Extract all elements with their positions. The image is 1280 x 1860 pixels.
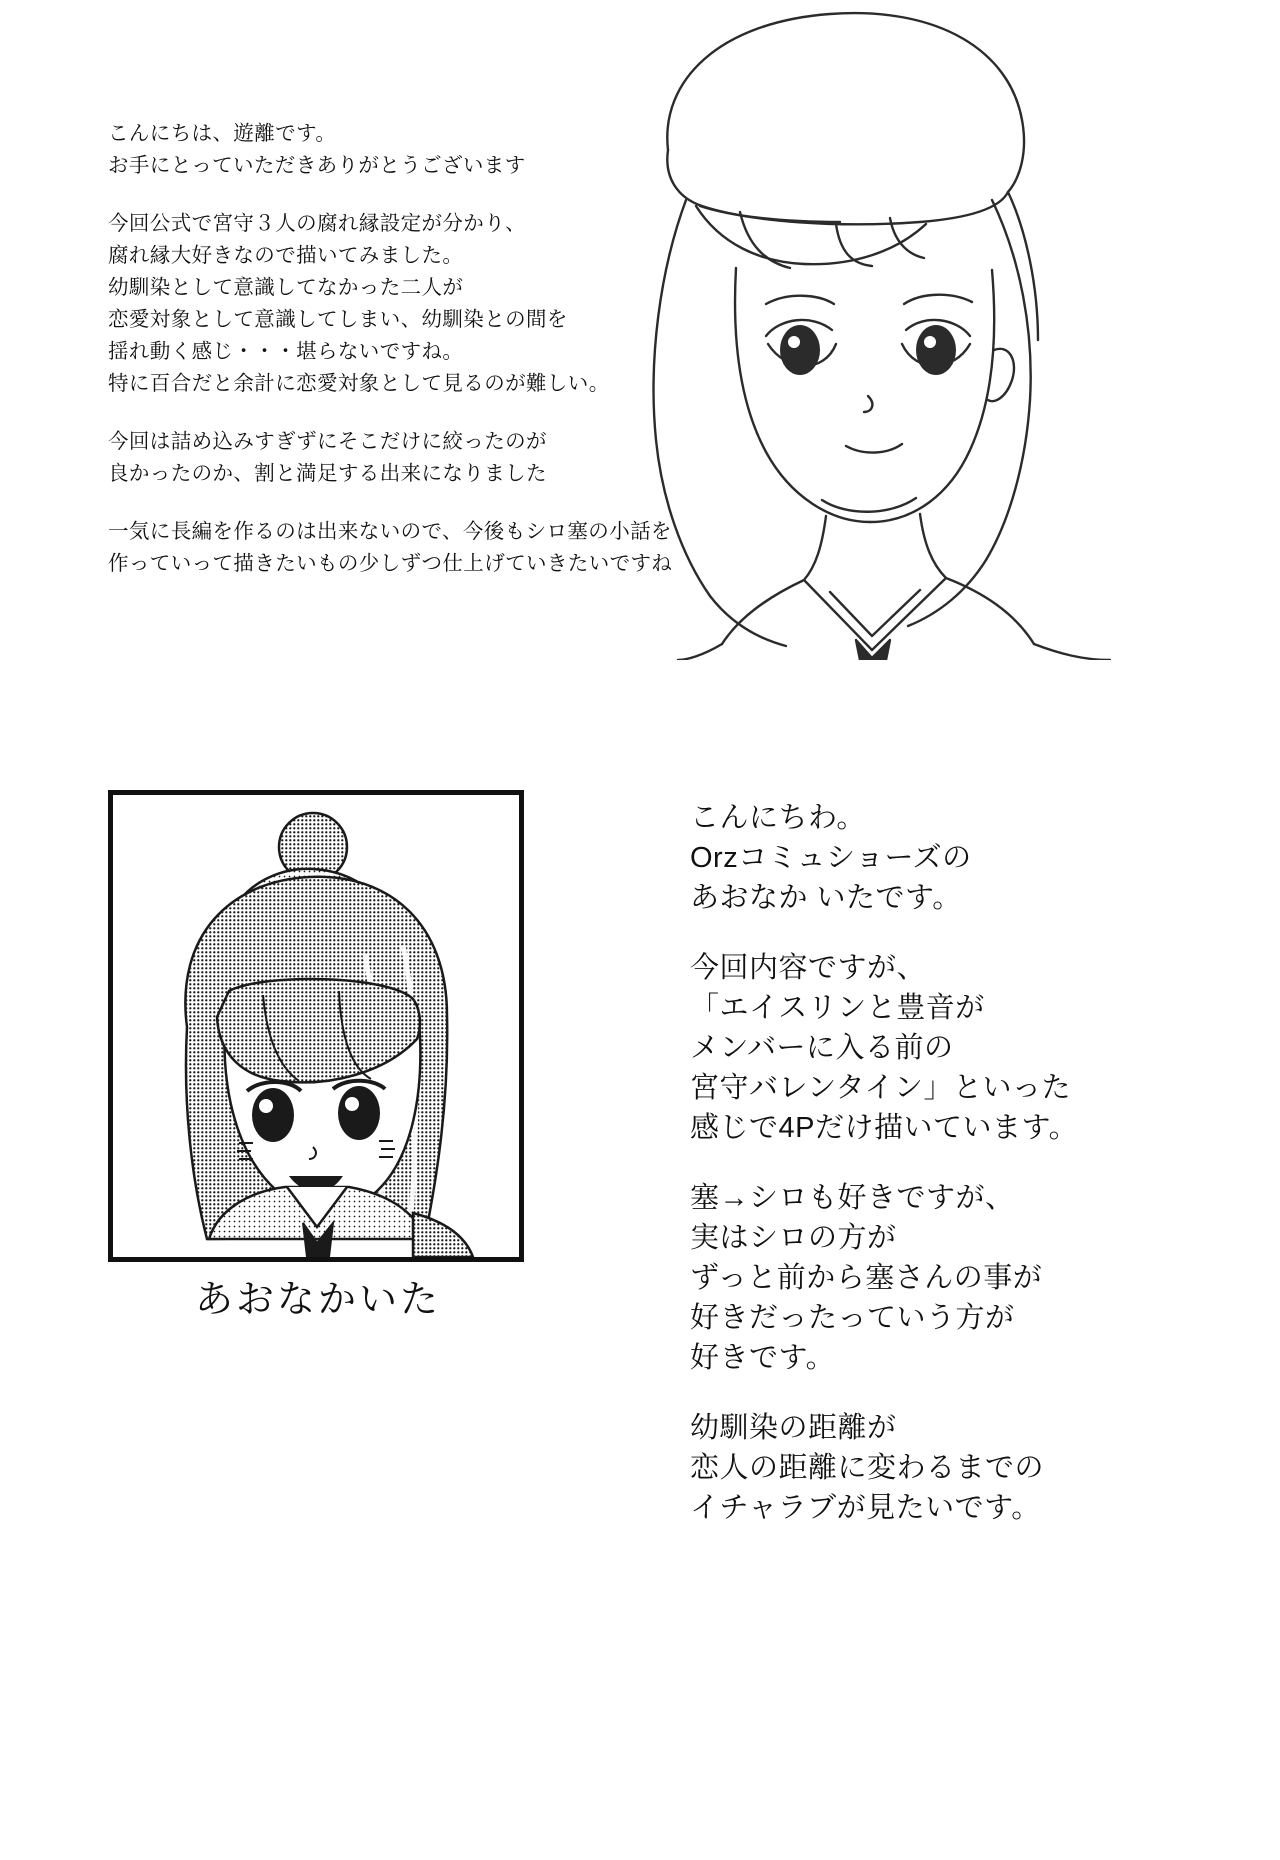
text-line: 今回公式で宮守３人の腐れ縁設定が分かり、 xyxy=(108,212,526,235)
text-line: 宮守バレンタイン」といった xyxy=(690,1072,1072,1104)
portrait-caption: あおなかいた xyxy=(194,1279,441,1321)
text-line: 特に百合だと余計に恋愛対象として見るのが難しい。 xyxy=(108,372,610,395)
text-line: Orzコミュショーズの xyxy=(690,842,972,874)
text-line: 塞→シロも好きですが、 xyxy=(690,1182,1015,1214)
paragraph-greeting xyxy=(108,118,728,182)
text-line: 幼馴染として意識してなかった二人が xyxy=(108,276,464,299)
text-line: 揺れ動く感じ・・・堪らないですね。 xyxy=(108,340,464,363)
text-line: 実はシロの方が xyxy=(690,1222,897,1254)
text-line: 今回は詰め込みすぎずにそこだけに絞ったのが xyxy=(108,430,547,453)
paragraph-r-body-2 xyxy=(690,1178,1250,1378)
text-line: メンバーに入る前の xyxy=(690,1032,954,1064)
text-line: 好きだったっていう方が xyxy=(690,1302,1015,1334)
text-line: 作っていって描きたいもの少しずつ仕上げていきたいですね xyxy=(108,552,673,575)
text-line: 恋人の距離に変わるまでの xyxy=(690,1452,1045,1484)
text-line: ずっと前から塞さんの事が xyxy=(690,1262,1043,1294)
text-line: 感じで4Pだけ描いています。 xyxy=(690,1112,1079,1144)
screentone-girl-portrait xyxy=(108,790,524,1262)
text-line: 良かったのか、割と満足する出来になりました xyxy=(108,462,547,485)
paragraph-r-body-3 xyxy=(690,1408,1250,1528)
text-line: 一気に長編を作るのは出来ないので、今後もシロ塞の小話を xyxy=(108,520,672,543)
text-line: お手にとっていただきありがとうございます xyxy=(108,154,526,177)
text-line: 好きです。 xyxy=(690,1342,836,1374)
right-afterword-text-block xyxy=(690,798,1250,1528)
top-afterword-text-block xyxy=(108,118,728,580)
text-line: 恋愛対象として意識してしまい、幼馴染との間を xyxy=(108,308,568,331)
bottom-section xyxy=(0,780,1280,1560)
text-line: こんにちは、遊離です。 xyxy=(108,122,337,145)
text-line: こんにちわ。 xyxy=(690,802,866,834)
paragraph-r-body-1 xyxy=(690,948,1250,1148)
paragraph-body-1 xyxy=(108,208,728,400)
paragraph-r-greeting xyxy=(690,798,1250,918)
paragraph-body-2 xyxy=(108,426,728,490)
text-line: イチャラブが見たいです。 xyxy=(690,1492,1041,1524)
text-line: 「エイスリンと豊音が xyxy=(690,992,985,1024)
text-line: あおなか いたです。 xyxy=(690,882,962,914)
portrait-block xyxy=(108,790,528,1322)
paragraph-body-3 xyxy=(108,516,728,580)
text-line: 幼馴染の距離が xyxy=(690,1412,897,1444)
text-line: 今回内容ですが、 xyxy=(690,952,927,984)
text-line: 腐れ縁大好きなので描いてみました。 xyxy=(108,244,464,267)
